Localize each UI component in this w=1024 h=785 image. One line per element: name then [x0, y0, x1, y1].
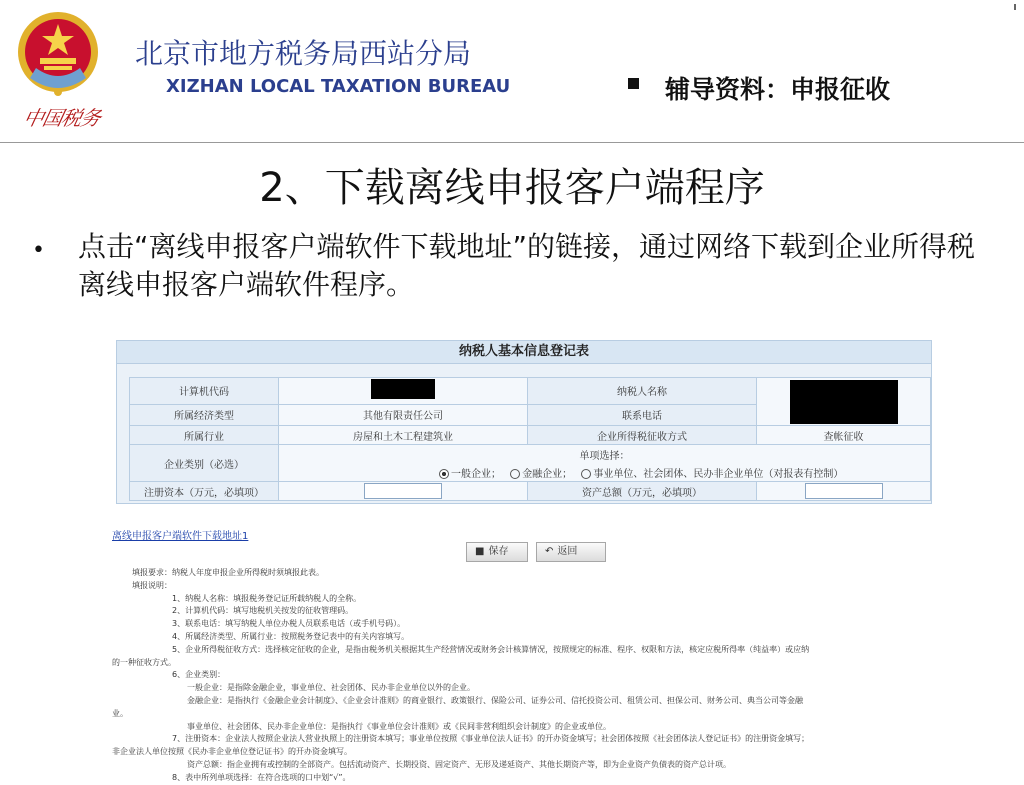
note-line: 填报要求：纳税人年度申报企业所得税时须填报此表。 — [132, 568, 324, 577]
total-assets-input[interactable] — [805, 483, 883, 499]
corner-mark — [1014, 4, 1016, 10]
table-cell: 联系电话 — [528, 404, 757, 425]
table-cell: 注册资本（万元，必填项） — [130, 482, 279, 501]
note-line: 6、企业类别： — [172, 670, 226, 680]
table-cell: 计算机代码 — [130, 378, 279, 405]
download-link[interactable]: 离线申报客户端软件下载地址1 — [112, 531, 249, 542]
guide-label: 辅导资料：申报征收 — [665, 75, 891, 104]
note-line: 2、计算机代码：填写地税机关按发的征收管理码。 — [172, 606, 354, 616]
note-line: 事业单位、社会团体、民办非企业单位：是指执行《事业单位会计准则》或《民间非营利组织会计制度》的企业或单位。 — [187, 721, 611, 731]
note-line: 一般企业：是指除金融企业，事业单位、社会团体、民办非企业单位以外的企业。 — [187, 683, 475, 693]
note-line: 5、企业所得税征收方式：选择核定征收的企业，是指由税务机关根据其生产经营情况或财务会计核算情况，按照规定的标准、程序、权限和方法，核定应税所得率（纯益率）或应纳 — [172, 644, 810, 654]
table-cell — [279, 482, 528, 501]
slide-title: 2、下载离线申报客户端程序 — [259, 165, 765, 211]
note-line: 业。 — [112, 708, 128, 718]
radio-label: 金融企业； — [522, 468, 573, 480]
signature-logo: 中国税务 — [21, 106, 103, 130]
table-row — [130, 378, 931, 405]
note-line: 3、联系电话：填写纳税人单位办税人员联系电话（或手机号码）。 — [172, 619, 406, 629]
redacted-block — [371, 379, 435, 399]
radio-general-enterprise[interactable] — [439, 469, 449, 479]
bullet-dot-icon: • — [32, 238, 45, 263]
save-label: 保存 — [488, 546, 509, 557]
note-line: 非企业法人单位按照《民办非企业单位登记证书》的开办资金填写。 — [112, 747, 352, 757]
table-cell: 企业所得税征收方式 — [528, 426, 757, 445]
table-cell: 资产总额（万元，必填项） — [528, 482, 757, 501]
bureau-name-cn: 北京市地方税务局西站分局 — [135, 37, 472, 70]
note-line: 金融企业：是指执行《金融企业会计制度》、《企业会计准则》的商业银行、政策银行、保险公司、证券公司、信托投资公司、租赁公司、担保公司、财务公司、典当公司等金融 — [187, 695, 803, 705]
radio-institution[interactable] — [581, 469, 591, 479]
table-cell: 企业类别（必选） — [130, 445, 279, 482]
note-line: 资产总额：指企业拥有或控制的全部资产。包括流动资产、长期投资、固定资产、无形及递延资产、其他长期资产等，即为企业资产负债表的资产总计项。 — [187, 759, 731, 769]
note-line: 8、表中所列单项选择：在符合选项的口中划“√”。 — [172, 772, 351, 782]
registered-capital-input[interactable] — [364, 483, 442, 499]
save-button[interactable] — [466, 542, 528, 562]
radio-label: 一般企业； — [451, 468, 501, 480]
header-divider — [0, 142, 1024, 143]
note-line: 的一种征收方式。 — [112, 657, 176, 667]
redacted-block — [790, 380, 898, 424]
note-line: 1、纳税人名称：填报税务登记证所载纳税人的全称。 — [172, 593, 362, 603]
table-cell: 单项选择： — [279, 445, 931, 464]
table-cell: 查帐征收 — [757, 426, 931, 445]
form-title: 纳税人基本信息登记表 — [117, 341, 931, 364]
table-cell: 其他有限责任公司 — [279, 404, 528, 425]
return-arrow-icon: ↶ — [545, 546, 554, 557]
table-row — [130, 445, 931, 464]
table-cell: 纳税人名称 — [528, 378, 757, 405]
table-cell — [757, 482, 931, 501]
computer-code-value — [279, 378, 528, 405]
table-cell: 房屋和土木工程建筑业 — [279, 426, 528, 445]
back-label: 返回 — [557, 546, 578, 557]
note-line: 填报说明： — [132, 580, 172, 590]
radio-label: 事业单位、社会团体、民办非企业单位（对报表有控制） — [593, 468, 844, 480]
note-line: 4、所属经济类型、所属行业：按照税务登记表中的有关内容填写。 — [172, 631, 410, 641]
taxpayer-name-value — [757, 378, 931, 426]
table-cell: 所属经济类型 — [130, 404, 279, 425]
table-row — [130, 482, 931, 501]
back-button[interactable] — [536, 542, 606, 562]
instructions-notes — [112, 567, 932, 785]
table-cell: 所属行业 — [130, 426, 279, 445]
square-bullet-icon — [628, 78, 639, 89]
bureau-name-en: XIZHAN LOCAL TAXATION BUREAU — [166, 76, 511, 97]
tax-emblem-icon — [14, 8, 102, 100]
form-screenshot — [116, 340, 932, 504]
info-table — [129, 377, 931, 501]
bullet-text: 点击“离线申报客户端软件下载地址”的链接，通过网络下载到企业所得税离线申报客户端软件程序。 — [78, 230, 976, 301]
category-radio-group — [279, 463, 931, 482]
radio-financial-enterprise[interactable] — [510, 469, 520, 479]
table-row — [130, 426, 931, 445]
note-line: 7、注册资本：企业法人按照企业法人营业执照上的注册资本填写；事业单位按照《事业单位法人证书》的开办资金填写；社会团体按照《社会团体法人登记证书》的注册资金填写； — [172, 734, 810, 744]
floppy-disk-icon: ■ — [475, 546, 485, 557]
